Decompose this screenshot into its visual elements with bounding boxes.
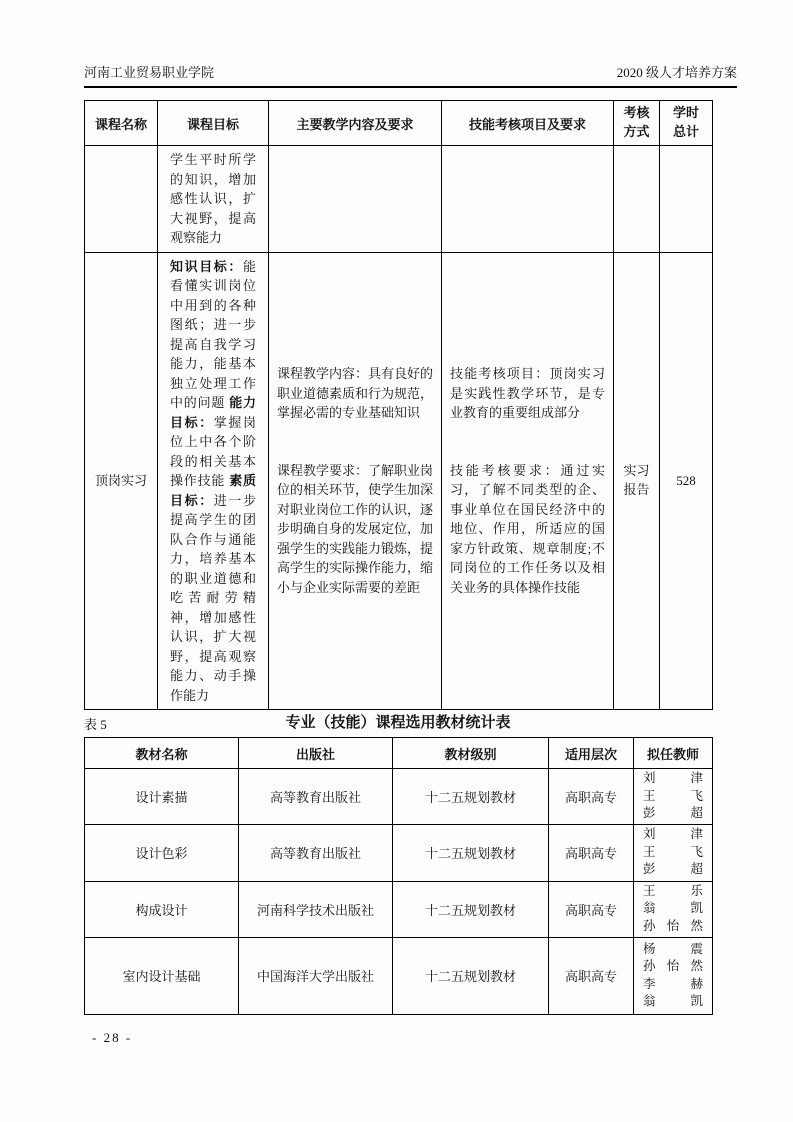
cell-proposed-teachers — [634, 769, 713, 825]
textbook-row — [85, 824, 713, 881]
objective-knowledge-text: 能看懂实训岗位中用到的各种图纸；进一步提高自我学习能力，能基本独立处理工作中的问题 — [170, 258, 256, 410]
cell-textbook-name: 设计素描 — [85, 769, 239, 825]
header-school-name: 河南工业贸易职业学院 — [84, 65, 215, 80]
objective-ability-label: 能力目标： — [170, 395, 256, 430]
course-table — [84, 100, 713, 710]
col-header-teaching-content: 主要教学内容及要求 — [269, 101, 442, 146]
cell-applicable-tier: 高职高专 — [549, 937, 634, 1014]
course-row-continuation — [85, 146, 713, 253]
col-header-publisher: 出版社 — [239, 738, 393, 769]
teacher-name: 刘津 — [643, 827, 703, 842]
cell-textbook-level: 十二五规划教材 — [393, 769, 549, 825]
col-header-applicable-tier: 适用层次 — [549, 738, 634, 769]
textbook-row — [85, 769, 713, 825]
textbook-table — [84, 737, 713, 1015]
cell-textbook-level: 十二五规划教材 — [393, 824, 549, 881]
teacher-name: 翁凯 — [643, 901, 703, 916]
cell-publisher: 中国海洋大学出版社 — [239, 937, 393, 1014]
col-header-course-name: 课程名称 — [85, 101, 158, 146]
header-plan-name: 2020 级人才培养方案 — [616, 65, 737, 80]
textbook-row — [85, 881, 713, 937]
cell-teaching-content — [269, 252, 442, 710]
table5-caption-bar — [84, 711, 712, 733]
header-rule — [84, 86, 737, 88]
objective-quality-label: 素质目标： — [170, 473, 256, 508]
objective-quality-text: 进一步提高学生的团队合作与通能力，培养基本的职业道德和吃苦耐劳精神，增加感性认识，扩大视野，提高观察能力、动手操作能力 — [170, 492, 256, 703]
assessment-requirement-paragraph: 技能考核要求：通过实习，了解不同类型的企、事业单位在国民经济中的地位、作用，所适应的国家方针政策、规章制度;不同岗位的工作任务以及相关业务的具体操作技能 — [450, 462, 605, 595]
teacher-name: 王乐 — [643, 883, 703, 898]
col-header-total-hours — [660, 101, 713, 146]
objective-ability-text: 掌握岗位上中各个阶段的相关基本操作技能 — [170, 414, 256, 488]
cell-textbook-name: 构成设计 — [85, 881, 239, 937]
cell-course-name: 顶岗实习 — [85, 252, 158, 710]
col-header-proposed-teachers: 拟任教师 — [634, 738, 713, 769]
cell-textbook-name: 设计色彩 — [85, 824, 239, 881]
cell-hours-empty — [660, 146, 713, 253]
cell-proposed-teachers — [634, 937, 713, 1014]
table5-title: 专业（技能）课程选用教材统计表 — [285, 715, 511, 731]
teacher-name: 孙怡然 — [643, 959, 703, 973]
cell-applicable-tier: 高职高专 — [549, 769, 634, 825]
cell-publisher: 河南科学技术出版社 — [239, 881, 393, 937]
teacher-name: 彭超 — [643, 806, 703, 820]
col-header-course-objective: 课程目标 — [158, 101, 269, 146]
cell-assessment-method — [614, 252, 660, 710]
assessment-method-value: 实习报告 — [623, 462, 650, 497]
cell-applicable-tier: 高职高专 — [549, 881, 634, 937]
teacher-name: 杨震 — [643, 941, 703, 956]
teacher-name: 彭超 — [643, 862, 703, 877]
teacher-name: 孙怡然 — [643, 918, 703, 933]
course-table-header-row — [85, 101, 713, 146]
cell-publisher: 高等教育出版社 — [239, 824, 393, 881]
col-header-textbook-name: 教材名称 — [85, 738, 239, 769]
objective-knowledge-label: 知识目标： — [170, 258, 243, 274]
table5-label: 表 5 — [84, 717, 107, 732]
teaching-content-paragraph: 课程教学内容：具有良好的职业道德素质和行为规范，掌握必需的专业基础知识 — [277, 366, 434, 421]
teacher-name: 王飞 — [643, 788, 703, 803]
course-row-internship — [85, 252, 713, 710]
cell-textbook-level: 十二五规划教材 — [393, 937, 549, 1014]
cell-objective-continuation: 学生平时所学的知识，增加感性认识，扩大视野，提高观察能力 — [158, 146, 269, 253]
col-header-assessment-method — [614, 101, 660, 146]
cell-textbook-level: 十二五规划教材 — [393, 881, 549, 937]
col-header-textbook-level: 教材级别 — [393, 738, 549, 769]
cell-content-empty — [269, 146, 442, 253]
cell-proposed-teachers — [634, 824, 713, 881]
cell-applicable-tier: 高职高专 — [549, 824, 634, 881]
cell-publisher: 高等教育出版社 — [239, 769, 393, 825]
cell-course-name-empty — [85, 146, 158, 253]
teaching-requirement-paragraph: 课程教学要求：了解职业岗位的相关环节，使学生加深对职业岗位工作的认识，逐步明确自身的发展定位，加强学生的实践能力锻炼，提高学生的实际操作能力，缩小与企业实际需要的差距 — [277, 462, 434, 595]
textbook-row — [85, 937, 713, 1014]
cell-course-objective — [158, 252, 269, 710]
col-header-skill-assessment: 技能考核项目及要求 — [442, 101, 614, 146]
total-hours-label: 学时总计 — [673, 105, 700, 139]
teacher-name: 翁凯 — [643, 994, 703, 1008]
cell-skill-assessment — [442, 252, 614, 710]
textbook-table-header-row — [85, 738, 713, 769]
page-number: - 28 - — [92, 1030, 133, 1045]
cell-textbook-name: 室内设计基础 — [85, 937, 239, 1014]
cell-assessment-empty — [442, 146, 614, 253]
cell-proposed-teachers — [634, 881, 713, 937]
teacher-name: 李赫 — [643, 976, 703, 991]
cell-total-hours: 528 — [660, 252, 713, 710]
teacher-name: 王飞 — [643, 844, 703, 859]
cell-method-empty — [614, 146, 660, 253]
assessment-method-label: 考核方式 — [623, 105, 650, 139]
assessment-item-paragraph: 技能考核项目：顶岗实习是实践性教学环节，是专业教育的重要组成部分 — [450, 366, 605, 421]
teacher-name: 刘津 — [643, 771, 703, 785]
